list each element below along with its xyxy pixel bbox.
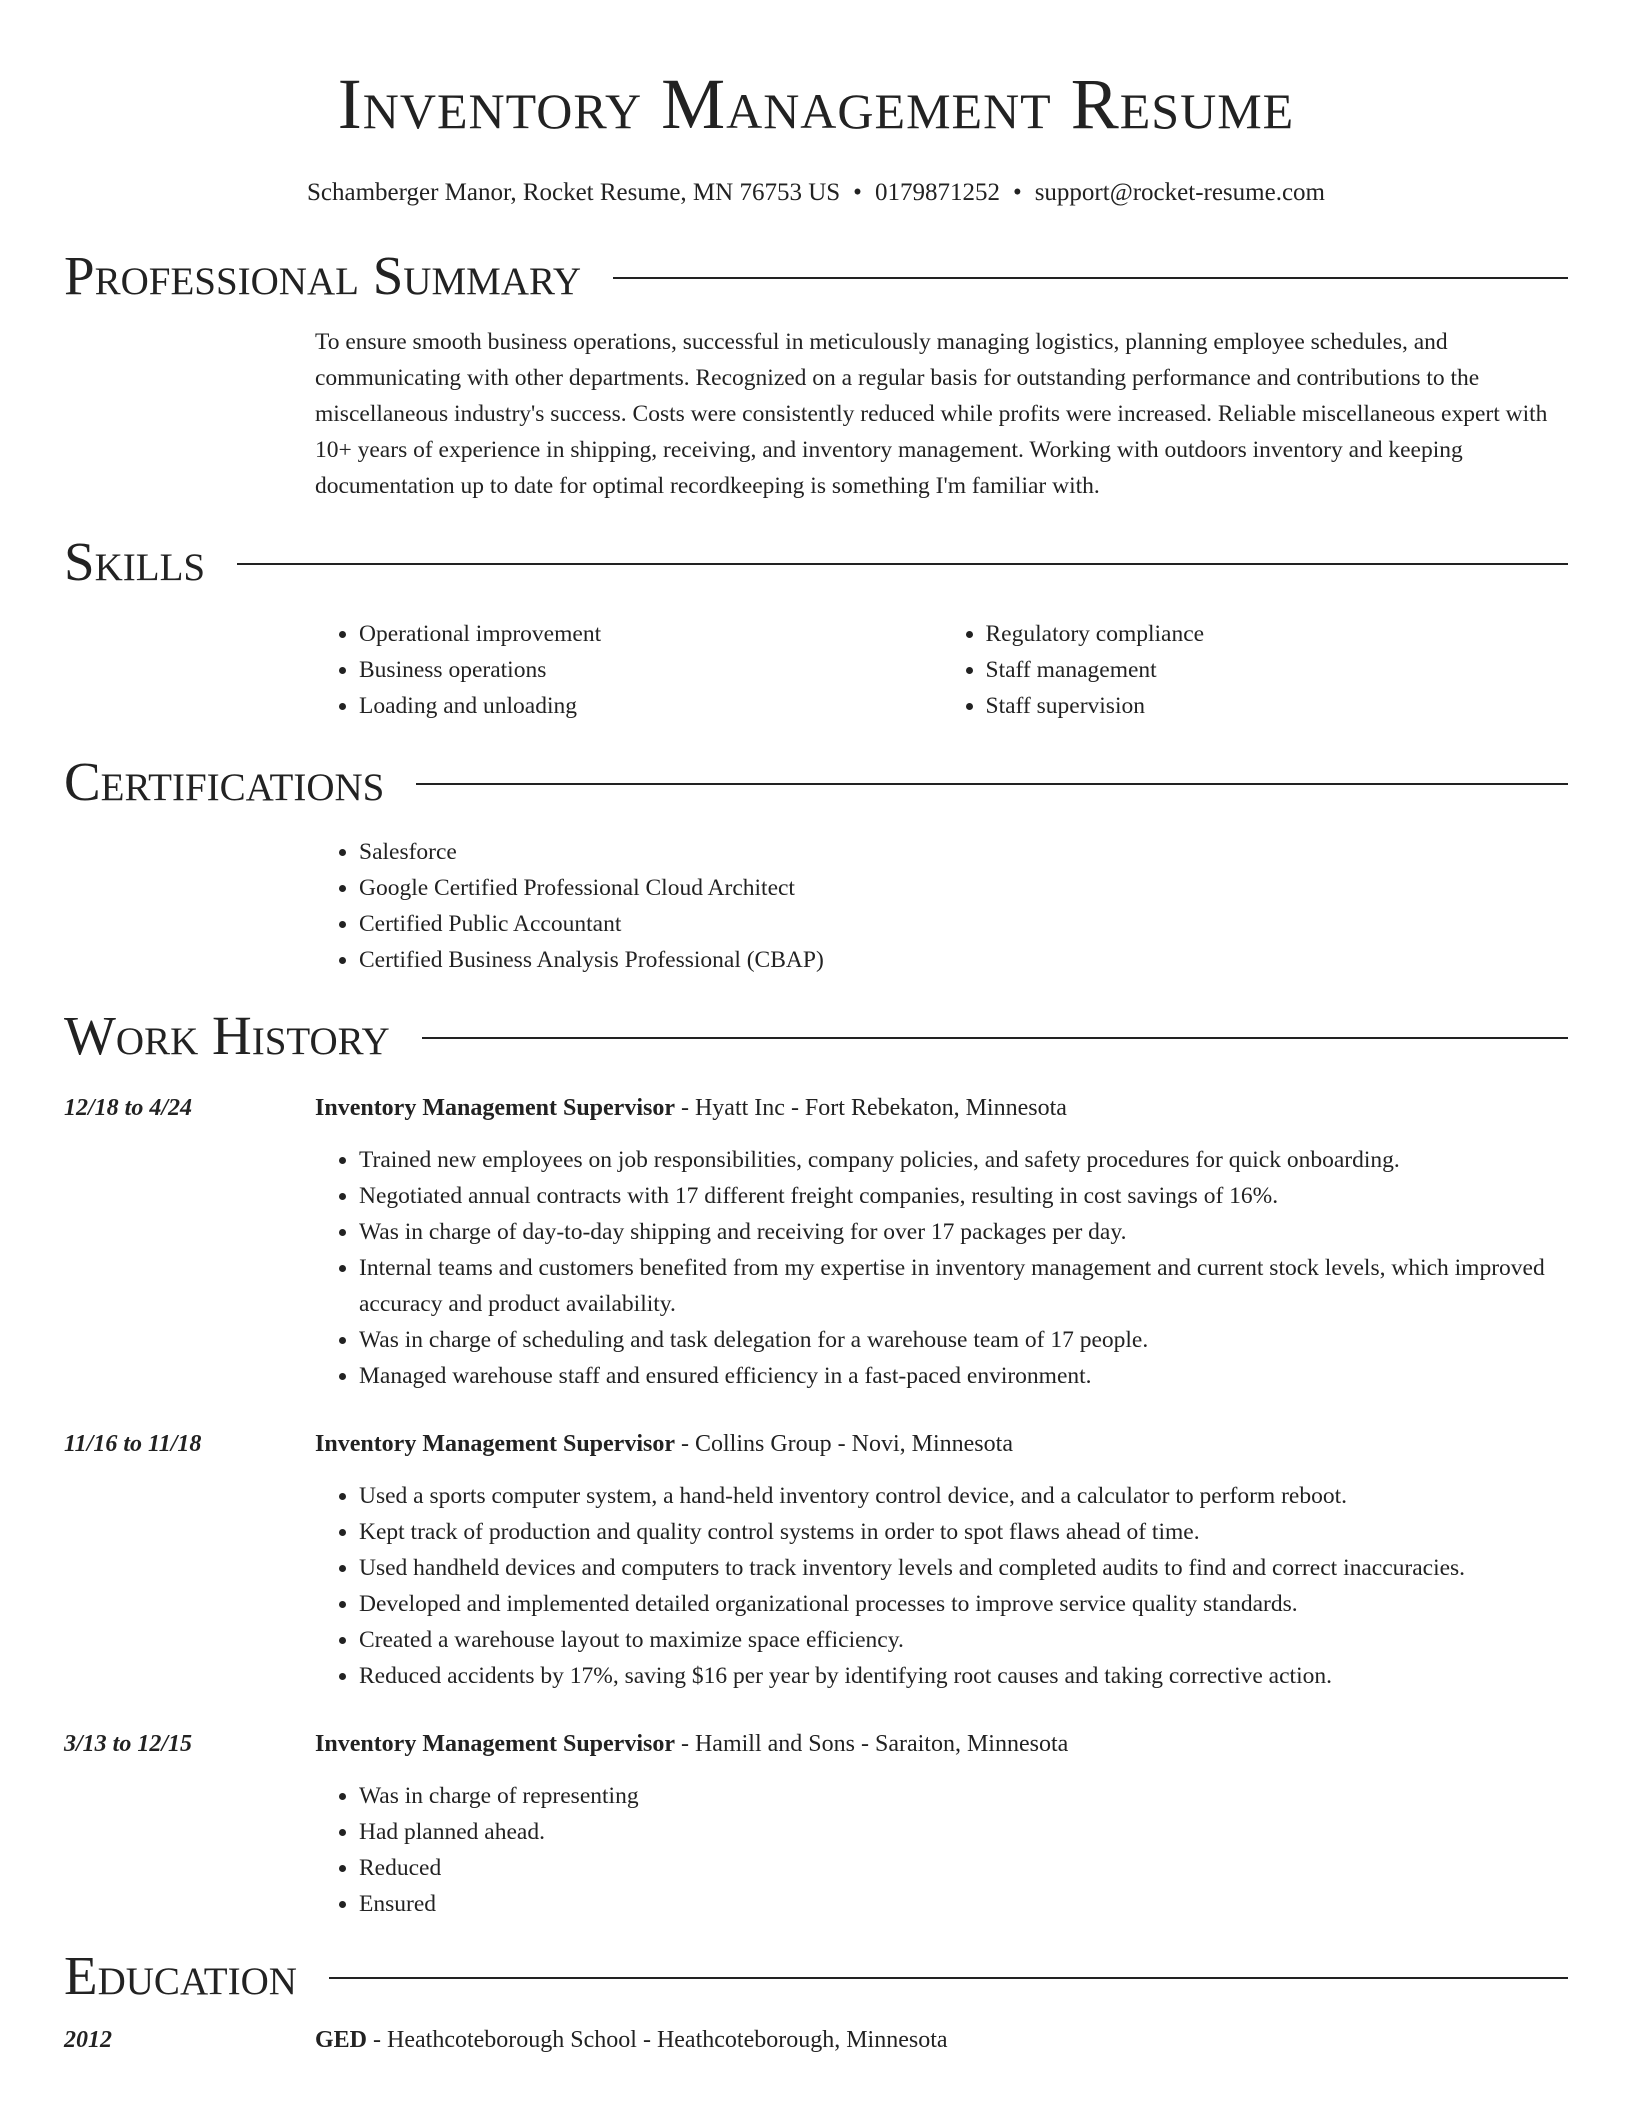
job-heading (315, 1426, 1568, 1462)
contact-phone: 0179871252 (874, 179, 1000, 206)
education-degree: GED (315, 2027, 368, 2053)
job-dates: 12/18 to 4/24 (64, 1095, 193, 1121)
contact-separator: • (853, 179, 862, 206)
summary-text: To ensure smooth business operations, successful in meticulously managing logistics, planning employee schedules, and communicating with other departments. Recognized on a regular basis for outstanding performance and contributions to the miscellaneous industry's success. Costs were consistently reduced while profits were increased. Reliable miscellaneous expert with 10+ years of experience in shipping, receiving, and inventory management. Working with outdoors inventory and keeping documentation up to date for optimal recordkeeping is something I'm familiar with. (315, 329, 1548, 499)
job-heading (315, 1726, 1568, 1762)
work-heading: Work History (64, 1005, 390, 1066)
summary-heading: Professional Summary (64, 245, 582, 306)
skills-column-left (315, 616, 942, 724)
skill-item: • Operational improvement (359, 616, 942, 652)
skills-section-header (64, 530, 1568, 594)
job-title: Inventory Management Supervisor (315, 1731, 675, 1757)
skills-column-right (942, 616, 1569, 724)
job-bullet: • Internal teams and customers benefited from my expertise in inventory management and current stock levels, which improved accuracy and product availability. (359, 1250, 1568, 1322)
job-bullet: • Kept track of production and quality control systems in order to spot flaws ahead of time. (359, 1514, 1568, 1550)
job-bullet: • Was in charge of representing (359, 1778, 1568, 1814)
certification-item: • Google Certified Professional Cloud Architect (359, 870, 1568, 906)
job-bullet: • Reduced accidents by 17%, saving $16 per year by identifying root causes and taking corrective action. (359, 1658, 1568, 1694)
education-entry (64, 2022, 1568, 2074)
job-heading (315, 1090, 1568, 1126)
job-bullet: • Had planned ahead. (359, 1814, 1568, 1850)
job-bullet: • Developed and implemented detailed organizational processes to improve service quality standards. (359, 1586, 1568, 1622)
job-bullet: • Was in charge of day-to-day shipping and receiving for over 17 packages per day. (359, 1214, 1568, 1250)
page-title: Inventory Management Resume (337, 64, 1295, 144)
certifications-section-header (64, 750, 1568, 814)
job-title: Inventory Management Supervisor (315, 1431, 675, 1457)
job-company: - Collins Group - Novi, Minnesota (674, 1431, 1013, 1457)
job-bullet: • Ensured (359, 1886, 1568, 1922)
job-bullets (315, 1778, 1568, 1922)
contact-line (0, 178, 1632, 208)
education-heading: Education (64, 1945, 297, 2006)
job-dates: 3/13 to 12/15 (64, 1731, 193, 1757)
job-bullets (315, 1478, 1568, 1694)
section-divider (613, 277, 1568, 279)
section-divider (237, 563, 1568, 565)
job-title: Inventory Management Supervisor (315, 1095, 675, 1121)
job-bullet: • Used handheld devices and computers to track inventory levels and completed audits to find and correct inaccuracies. (359, 1550, 1568, 1586)
section-divider (329, 1977, 1568, 1979)
section-divider (422, 1037, 1568, 1039)
job-company: - Hyatt Inc - Fort Rebekaton, Minnesota (674, 1095, 1067, 1121)
education-heading-line (315, 2022, 1568, 2058)
education-school: - Heathcoteborough School - Heathcoteborough, Minnesota (367, 2027, 948, 2053)
education-year: 2012 (64, 2027, 112, 2053)
skill-item: • Loading and unloading (359, 688, 942, 724)
job-entry (64, 1426, 1568, 1694)
skill-item: • Regulatory compliance (986, 616, 1569, 652)
summary-section-header (64, 244, 1568, 308)
job-entry (64, 1726, 1568, 1922)
job-entry (64, 1090, 1568, 1394)
job-bullet: • Reduced (359, 1850, 1568, 1886)
job-company: - Hamill and Sons - Saraiton, Minnesota (674, 1731, 1069, 1757)
certification-item: • Certified Public Accountant (359, 906, 1568, 942)
contact-separator: • (1012, 179, 1022, 206)
contact-address: Schamberger Manor, Rocket Resume, MN 76753 US (306, 179, 841, 206)
certifications-heading: Certifications (64, 751, 385, 812)
job-bullet: • Used a sports computer system, a hand-held inventory control device, and a calculator to perform reboot. (359, 1478, 1568, 1514)
job-bullet: • Managed warehouse staff and ensured efficiency in a fast-paced environment. (359, 1358, 1568, 1394)
skill-item: • Staff management (986, 652, 1569, 688)
certifications-list (315, 834, 1568, 978)
contact-email[interactable]: support@rocket-resume.com (1034, 179, 1325, 206)
certification-item: • Certified Business Analysis Professional (CBAP) (359, 942, 1568, 978)
skill-item: • Business operations (359, 652, 942, 688)
certification-item: • Salesforce (359, 834, 1568, 870)
job-bullet: • Created a warehouse layout to maximize space efficiency. (359, 1622, 1568, 1658)
job-bullets (315, 1142, 1568, 1394)
summary-body (315, 324, 1568, 504)
job-bullet: • Negotiated annual contracts with 17 different freight companies, resulting in cost savings of 16%. (359, 1178, 1568, 1214)
skills-list (315, 616, 1568, 724)
job-bullet: • Trained new employees on job responsibilities, company policies, and safety procedures for quick onboarding. (359, 1142, 1568, 1178)
work-section-header (64, 1004, 1568, 1068)
job-bullet: • Was in charge of scheduling and task delegation for a warehouse team of 17 people. (359, 1322, 1568, 1358)
job-dates: 11/16 to 11/18 (64, 1431, 202, 1457)
skills-heading: Skills (64, 531, 206, 592)
education-section-header (64, 1944, 1568, 2008)
section-divider (416, 783, 1568, 785)
skill-item: • Staff supervision (986, 688, 1569, 724)
